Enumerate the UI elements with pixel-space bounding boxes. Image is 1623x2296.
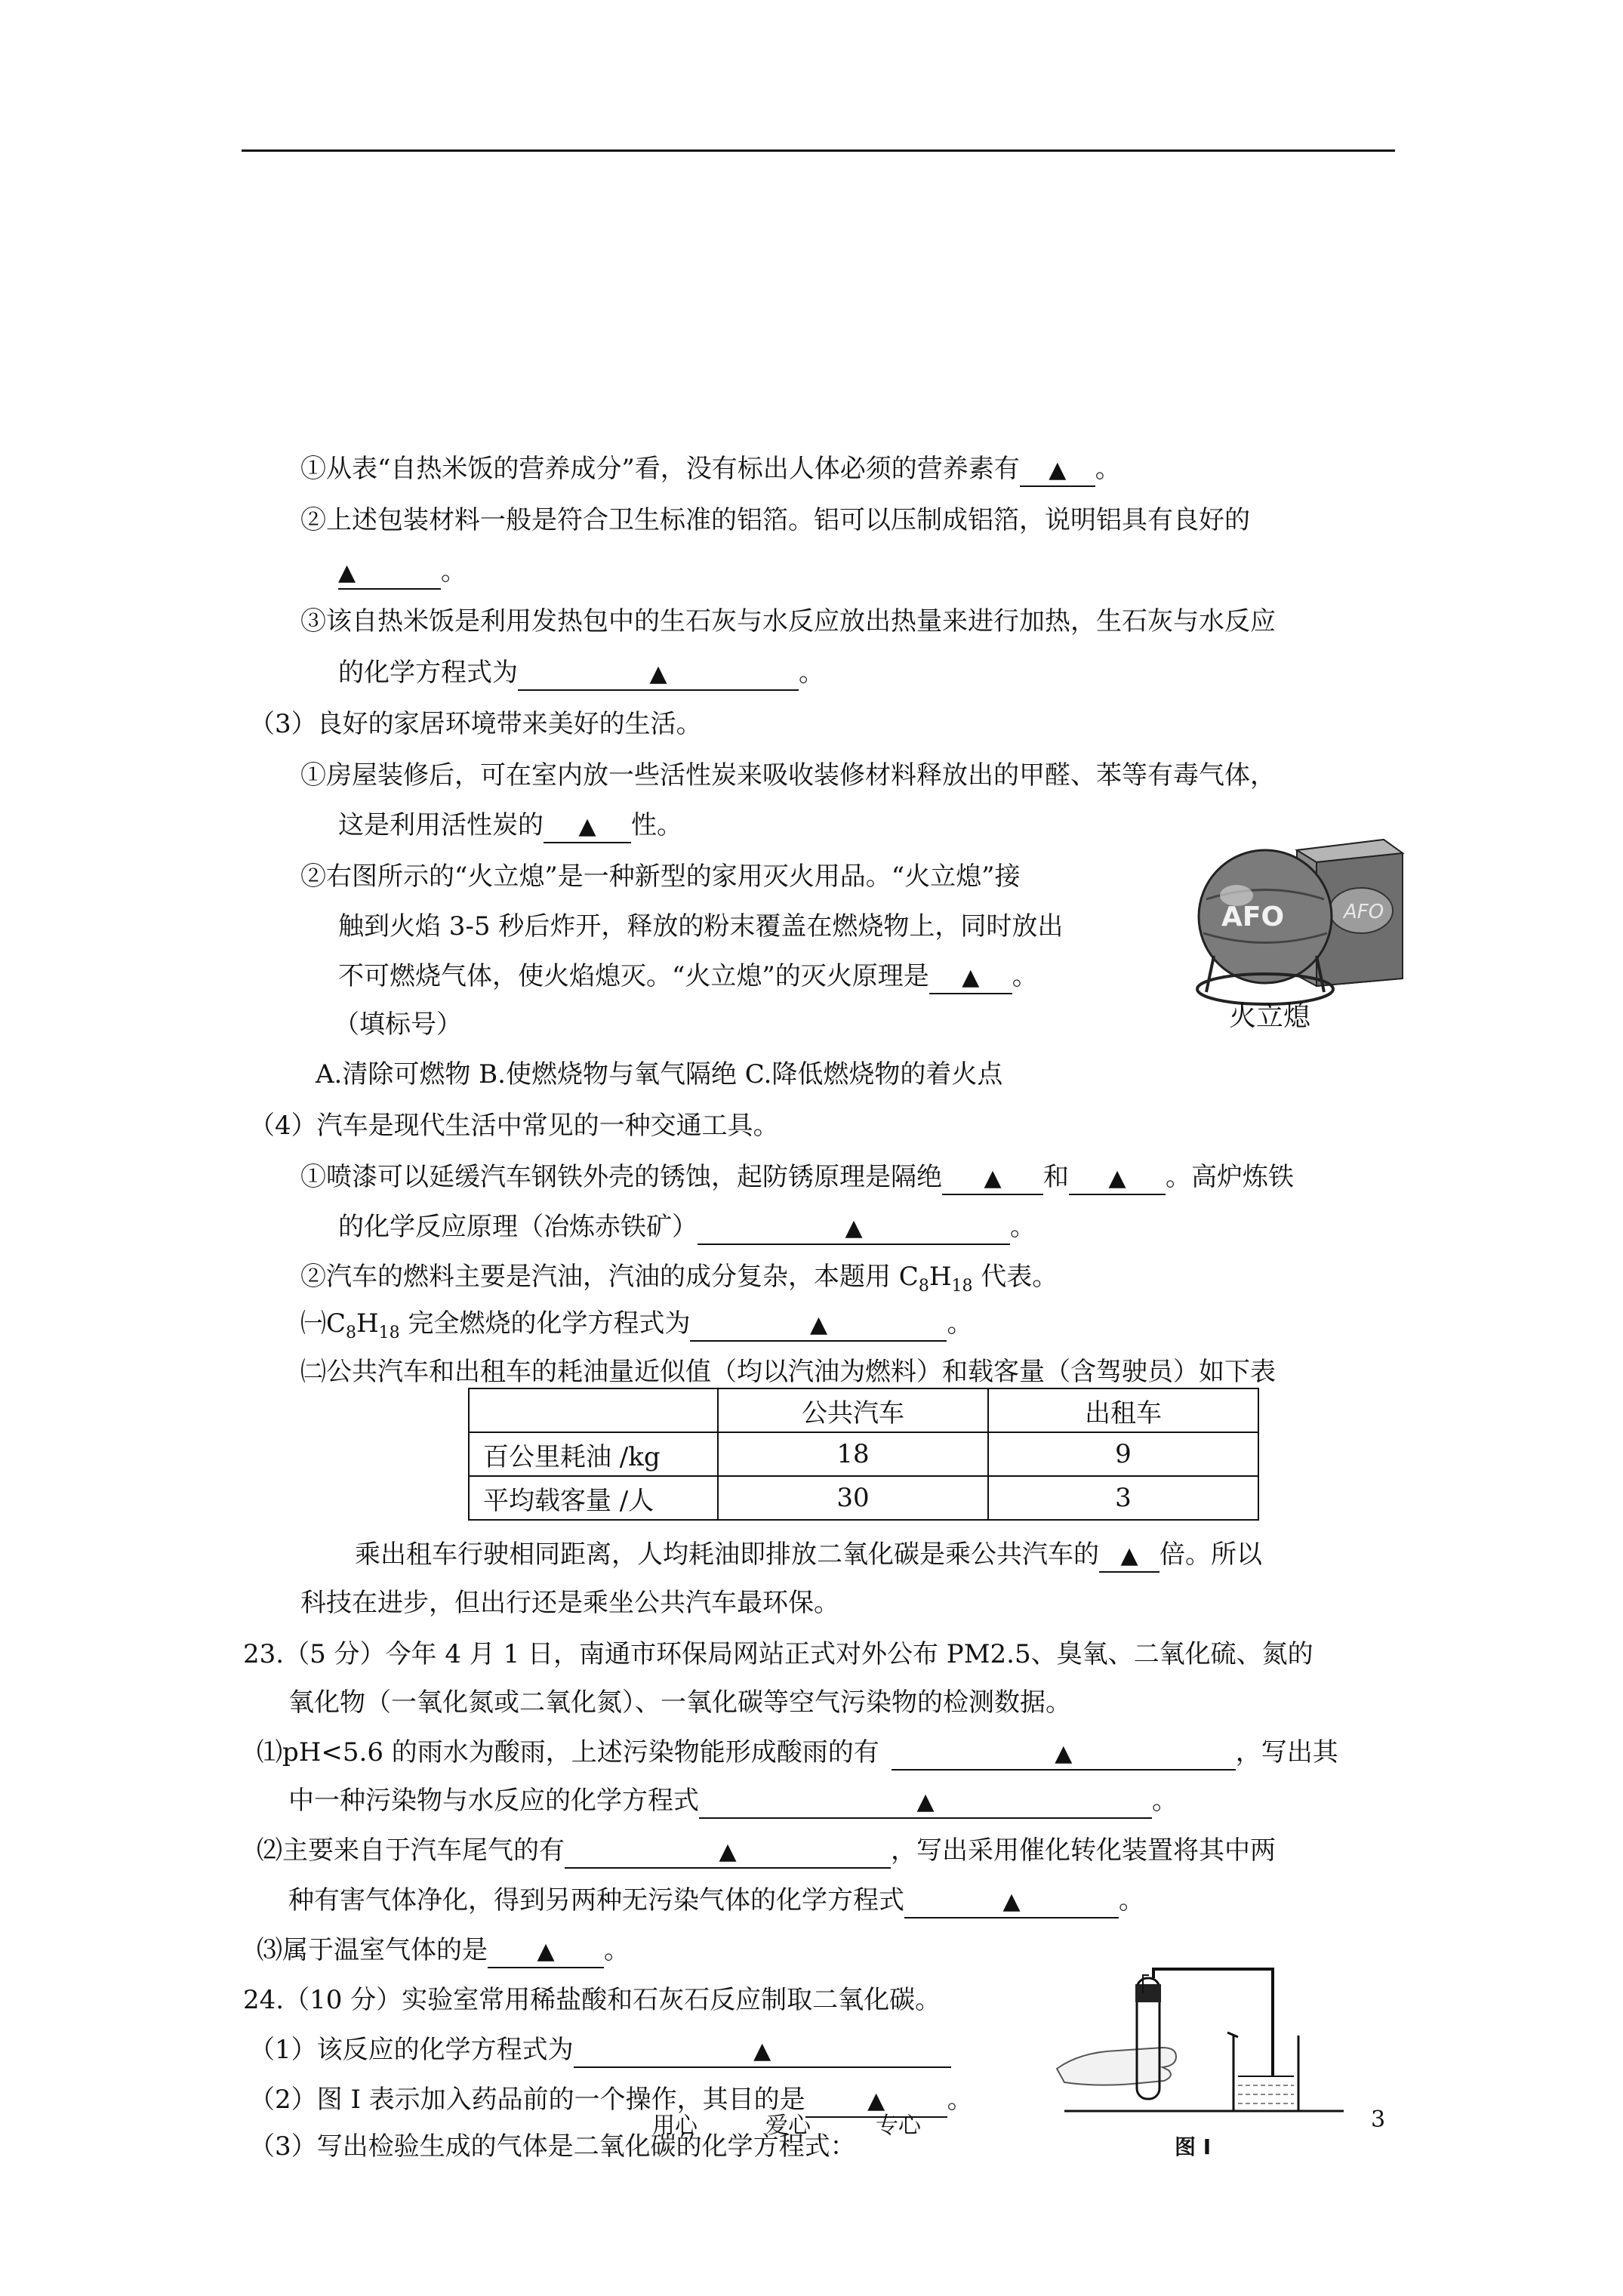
table-header-cell: 公共汽车 — [718, 1388, 988, 1432]
footer-motto-3: 专心 — [876, 2113, 921, 2139]
q4-item2-conclusion: 乘出租车行驶相同距离，人均耗油即排放二氧化碳是乘公共汽车的 ▲ 倍。所以 — [355, 1537, 1262, 1573]
answer-blank[interactable]: ▲ — [574, 2035, 951, 2068]
q2-item2: ②上述包装材料一般是符合卫生标准的铝箔。铝可以压制成铝箔，说明铝具有良好的 — [300, 505, 1250, 535]
table-cell: 平均载客量 /人 — [469, 1476, 718, 1520]
q4-item1-cont: 的化学反应原理（冶炼赤铁矿） ▲ 。 — [338, 1210, 1036, 1245]
q4-item1: ①喷漆可以延缓汽车钢铁外壳的锈蚀，起防锈原理是隔绝 ▲ 和 ▲ 。高炉炼铁 — [300, 1160, 1294, 1195]
q3-item1-cont: 这是利用活性炭的 ▲ 性。 — [338, 808, 682, 843]
answer-blank[interactable]: ▲ — [805, 2085, 947, 2118]
answer-blank[interactable]: ▲ — [690, 1308, 947, 1342]
box-logo-text: AFO — [1344, 901, 1384, 923]
answer-blank[interactable]: ▲ — [1020, 454, 1095, 487]
q23-part2: ⑵主要来自于汽车尾气的有 ▲ ，写出采用催化转化装置将其中两 — [257, 1833, 1276, 1869]
table-header-cell — [469, 1388, 718, 1432]
answer-blank[interactable]: ▲ — [929, 961, 1012, 994]
q24-part3: （3）写出检验生成的气体是二氧化碳的化学方程式： — [249, 2131, 856, 2162]
apparatus-caption: 图 I — [1175, 2134, 1212, 2159]
q3-item2-line2: 触到火焰 3-5 秒后炸开，释放的粉末覆盖在燃烧物上，同时放出 — [338, 911, 1064, 942]
answer-blank[interactable]: ▲ — [565, 1835, 891, 1869]
q4-item2: ②汽车的燃料主要是汽油，汽油的成分复杂，本题用 $C_8H_{18}$ 代表。 — [300, 1262, 1058, 1296]
answer-blank[interactable]: ▲ — [544, 810, 631, 843]
answer-blank[interactable]: ▲ — [1069, 1162, 1166, 1195]
airtightness-check-apparatus — [1049, 1963, 1351, 2114]
answer-blank[interactable]: ▲ — [904, 1885, 1119, 1918]
footer-motto-2: 爱心 — [765, 2113, 811, 2139]
q2-item1: ①从表“自热米饭的营养成分”看，没有标出人体必须的营养素有 ▲ 。 — [300, 451, 1121, 487]
header-rule — [242, 149, 1395, 152]
q4-item2-conclusion-cont: 科技在进步，但出行还是乘坐公共汽车最环保。 — [300, 1588, 839, 1618]
table-cell: 百公里耗油 /kg — [469, 1432, 718, 1476]
q4-item2-sub2: ㈡公共汽车和出租车的耗油量近似值（均以汽油为燃料）和载客量（含驾驶员）如下表 — [300, 1357, 1276, 1387]
q24-part2: （2）图 I 表示加入药品前的一个操作，其目的是 ▲ 。 — [249, 2082, 973, 2118]
question-24: 24.（10 分）实验室常用稀盐酸和石灰石反应制取二氧化碳。 — [243, 1985, 941, 2015]
section-4-heading: （4）汽车是现代生活中常见的一种交通工具。 — [249, 1111, 779, 1141]
q3-item2-line3: 不可燃烧气体，使火焰熄灭。“火立熄”的灭火原理是 ▲ 。 — [338, 959, 1038, 994]
page-number: 3 — [1371, 2106, 1386, 2133]
q23-part3: ⑶属于温室气体的是 ▲ 。 — [257, 1933, 630, 1968]
answer-blank[interactable]: ▲ — [699, 1786, 1152, 1819]
q2-item3-cont: 的化学方程式为 ▲ 。 — [338, 655, 824, 691]
table-header-cell: 出租车 — [988, 1388, 1258, 1432]
q3-options: A.清除可燃物 B.使燃烧物与氧气隔绝 C.降低燃烧物的着火点 — [316, 1059, 1003, 1089]
table-cell: 3 — [988, 1476, 1258, 1520]
answer-blank[interactable]: ▲ — [338, 556, 441, 590]
apparatus-figure — [1049, 1963, 1351, 2114]
table-header-row — [469, 1388, 1258, 1432]
table-row — [469, 1476, 1258, 1520]
fuel-comparison-table — [468, 1388, 1259, 1521]
q23-part2-cont: 种有害气体净化，得到另两种无污染气体的化学方程式 ▲ 。 — [288, 1883, 1144, 1918]
q23-part1: ⑴pH<5.6 的雨水为酸雨，上述污染物能形成酸雨的有 ▲ ，写出其 — [257, 1735, 1338, 1771]
question-23-cont: 氧化物（一氧化氮或二氧化氮）、一氧化碳等空气污染物的检测数据。 — [288, 1687, 1071, 1718]
ball-logo-text: AFO — [1221, 901, 1285, 932]
q3-item2: ②右图所示的“火立熄”是一种新型的家用灭火用品。“火立熄”接 — [300, 861, 1021, 892]
q4-item2-sub1: $㈠C_8H_{18}$ 完全燃烧的化学方程式为 ▲ 。 — [300, 1308, 973, 1342]
q23-part1-cont: 中一种污染物与水反应的化学方程式 ▲ 。 — [288, 1783, 1178, 1819]
table-row — [469, 1432, 1258, 1476]
q3-item1: ①房屋装修后，可在室内放一些活性炭来吸收装修材料释放出的甲醛、苯等有毒气体， — [300, 760, 1276, 791]
answer-blank[interactable]: ▲ — [698, 1212, 1010, 1245]
q3-item2-hint: （填标号） — [334, 1009, 462, 1040]
q24-part1: （1）该反应的化学方程式为 ▲ — [249, 2032, 951, 2068]
table-cell: 18 — [718, 1432, 988, 1476]
q2-item3: ③该自热米饭是利用发热包中的生石灰与水反应放出热量来进行加热，生石灰与水反应 — [300, 606, 1276, 636]
answer-blank[interactable]: ▲ — [488, 1935, 604, 1968]
answer-blank[interactable]: ▲ — [518, 658, 799, 691]
section-3-heading: （3）良好的家居环境带来美好的生活。 — [249, 709, 702, 739]
answer-blank[interactable]: ▲ — [892, 1737, 1236, 1771]
answer-blank[interactable]: ▲ — [1099, 1539, 1160, 1573]
fire-extinguisher-caption: 火立熄 — [1229, 1001, 1311, 1032]
table-cell: 9 — [988, 1432, 1258, 1476]
footer-motto-1: 用心 — [652, 2113, 698, 2139]
question-23: 23.（5 分）今年 4 月 1 日，南通市环保局网站正式对外公布 PM2.5、臭氧、二氧化硫、氮的 — [243, 1639, 1313, 1669]
answer-blank[interactable]: ▲ — [942, 1162, 1043, 1195]
table-cell: 30 — [718, 1476, 988, 1520]
q2-item2-cont: ▲ 。 — [338, 554, 467, 590]
